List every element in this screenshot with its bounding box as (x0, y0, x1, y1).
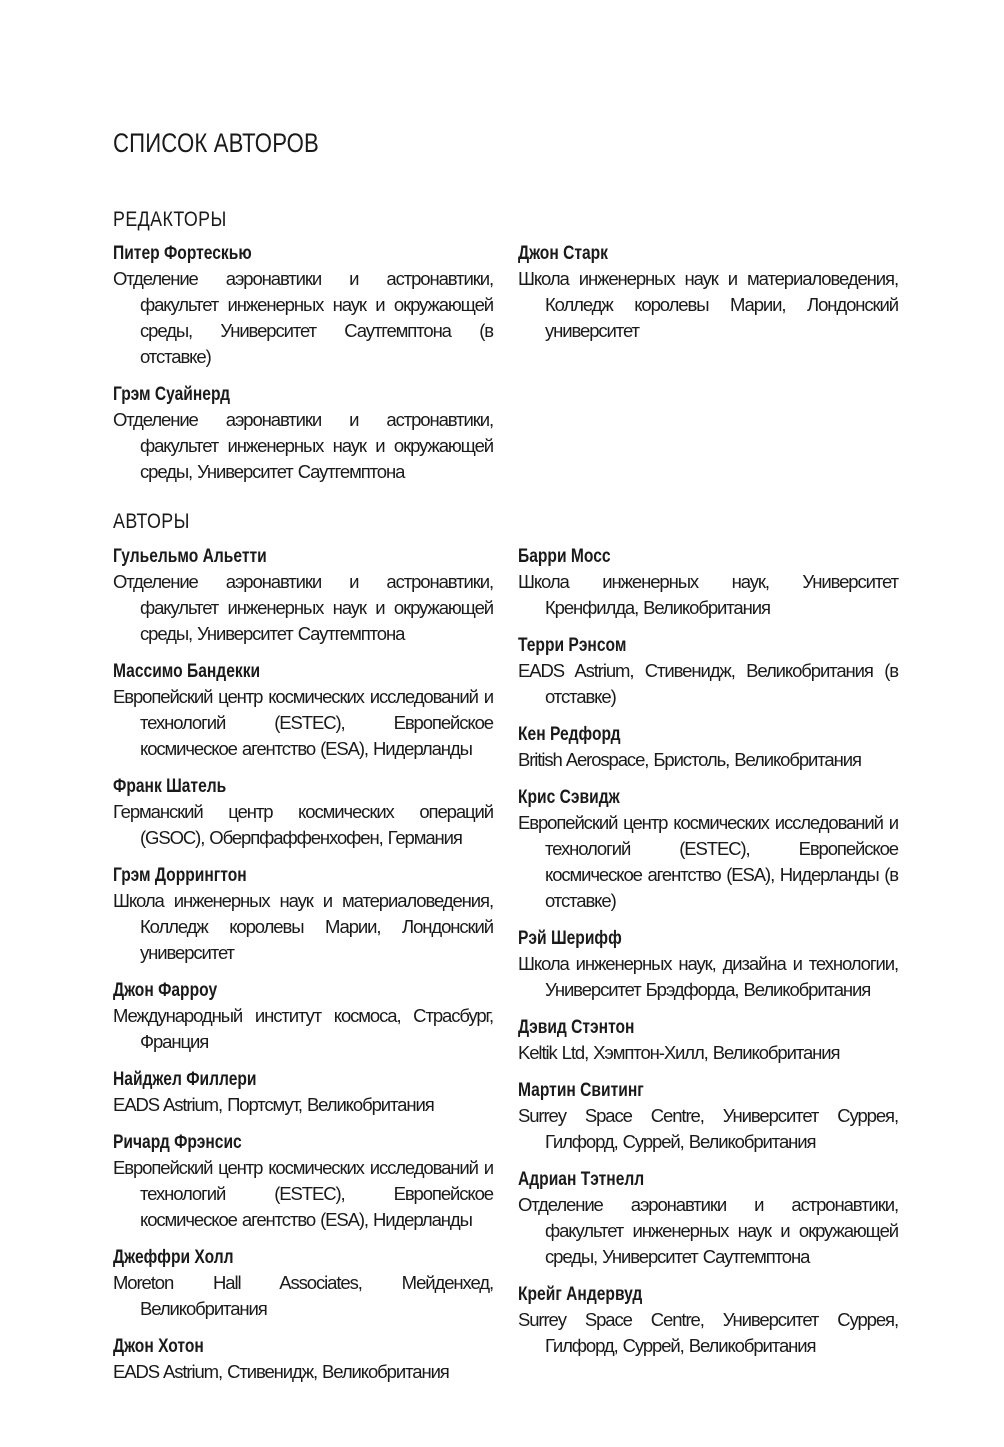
author-name: Рэй Шерифф (518, 927, 622, 949)
author-entry (518, 240, 898, 344)
author-entry (113, 240, 493, 370)
authors-left-column (113, 543, 493, 1396)
editors-right-column (518, 240, 898, 355)
authors-heading: АВТОРЫ (113, 510, 190, 533)
author-entry (113, 977, 493, 1055)
author-name: Найджел Филлери (113, 1068, 257, 1090)
author-name: Франк Шатель (113, 775, 227, 797)
author-entry (518, 632, 898, 710)
author-name: Джон Фарроу (113, 979, 218, 1001)
author-name: Крис Сэвидж (518, 786, 620, 808)
author-affiliation: EADS Astrium, Портсмут, Великобритания (113, 1094, 434, 1115)
author-name: Адриан Тэтнелл (518, 1168, 645, 1190)
author-affiliation: Отделение аэронавтики и астронавтики, факультет инженерных наук и окружающей среды, Университет Саутгемптона (в отставке) (113, 268, 493, 367)
page-title: СПИСОК АВТОРОВ (113, 128, 319, 158)
author-affiliation: Moreton Hall Associates, Мейденхед, Великобритания (113, 1272, 493, 1319)
author-entry (113, 543, 493, 647)
author-entry (518, 721, 898, 773)
author-name: Ричард Фрэнсис (113, 1131, 242, 1153)
author-name: Грэм Доррингтон (113, 864, 247, 886)
author-name: Терри Рэнсом (518, 634, 627, 656)
author-entry (518, 784, 898, 914)
author-affiliation: Отделение аэронавтики и астронавтики, факультет инженерных наук и окружающей среды, Университет Саутгемптона (113, 409, 493, 482)
editors-heading: РЕДАКТОРЫ (113, 208, 227, 231)
author-affiliation: EADS Astrium, Стивенидж, Великобритания (113, 1361, 449, 1382)
author-affiliation: Школа инженерных наук, дизайна и технологии, Университет Брэдфорда, Великобритания (518, 953, 898, 1000)
author-name: Дэвид Стэнтон (518, 1016, 635, 1038)
author-entry (113, 658, 493, 762)
author-name: Барри Мосс (518, 545, 611, 567)
author-name: Мартин Свитинг (518, 1079, 644, 1101)
author-affiliation: Школа инженерных наук, Университет Кренфилда, Великобритания (518, 571, 898, 618)
author-entry (113, 1129, 493, 1233)
author-entry (518, 1077, 898, 1155)
author-entry (113, 773, 493, 851)
author-entry (518, 543, 898, 621)
author-entry (518, 925, 898, 1003)
author-entry (113, 1244, 493, 1322)
author-entry (518, 1166, 898, 1270)
author-entry (113, 1333, 493, 1385)
author-name: Кен Редфорд (518, 723, 621, 745)
author-affiliation: Отделение аэронавтики и астронавтики, факультет инженерных наук и окружающей среды, Университет Саутгемптона (113, 571, 493, 644)
authors-right-column (518, 543, 898, 1370)
author-entry (113, 1066, 493, 1118)
author-name: Крейг Андервуд (518, 1283, 643, 1305)
author-name: Джон Старк (518, 242, 608, 264)
author-affiliation: Surrey Space Centre, Университет Суррея, Гилфорд, Суррей, Великобритания (518, 1105, 898, 1152)
author-affiliation: Отделение аэронавтики и астронавтики, факультет инженерных наук и окружающей среды, Университет Саутгемптона (518, 1194, 898, 1267)
author-entry (113, 862, 493, 966)
author-affiliation: EADS Astrium, Стивенидж, Великобритания (в отставке) (518, 660, 898, 707)
author-affiliation: Европейский центр космических исследований и технологий (ESTEC), Европейское космическое агентство (ESA), Нидерланды (в отставке) (518, 812, 898, 911)
author-entry (518, 1281, 898, 1359)
author-affiliation: Surrey Space Centre, Университет Суррея, Гилфорд, Суррей, Великобритания (518, 1309, 898, 1356)
author-affiliation: Международный институт космоса, Страсбург, Франция (113, 1005, 493, 1052)
author-name: Питер Фортескью (113, 242, 252, 264)
author-affiliation: Европейский центр космических исследований и технологий (ESTEC), Европейское космическое агентство (ESA), Нидерланды (113, 686, 493, 759)
author-name: Грэм Суайнерд (113, 383, 230, 405)
author-name: Джеффри Холл (113, 1246, 234, 1268)
author-name: Джон Хотон (113, 1335, 204, 1357)
author-name: Гульельмо Альетти (113, 545, 267, 567)
editors-left-column (113, 240, 493, 496)
author-affiliation: Европейский центр космических исследований и технологий (ESTEC), Европейское космическое агентство (ESA), Нидерланды (113, 1157, 493, 1230)
author-affiliation: British Aerospace, Бристоль, Великобритания (518, 749, 861, 770)
author-affiliation: Школа инженерных наук и материаловедения, Колледж королевы Марии, Лондонский университет (113, 890, 493, 963)
author-affiliation: Keltik Ltd, Хэмптон-Хилл, Великобритания (518, 1042, 840, 1063)
author-affiliation: Школа инженерных наук и материаловедения, Колледж королевы Марии, Лондонский университет (518, 268, 898, 341)
author-name: Массимо Бандекки (113, 660, 261, 682)
author-entry (518, 1014, 898, 1066)
author-entry (113, 381, 493, 485)
author-affiliation: Германский центр космических операций (GSOC), Оберпфаффенхофен, Германия (113, 801, 493, 848)
